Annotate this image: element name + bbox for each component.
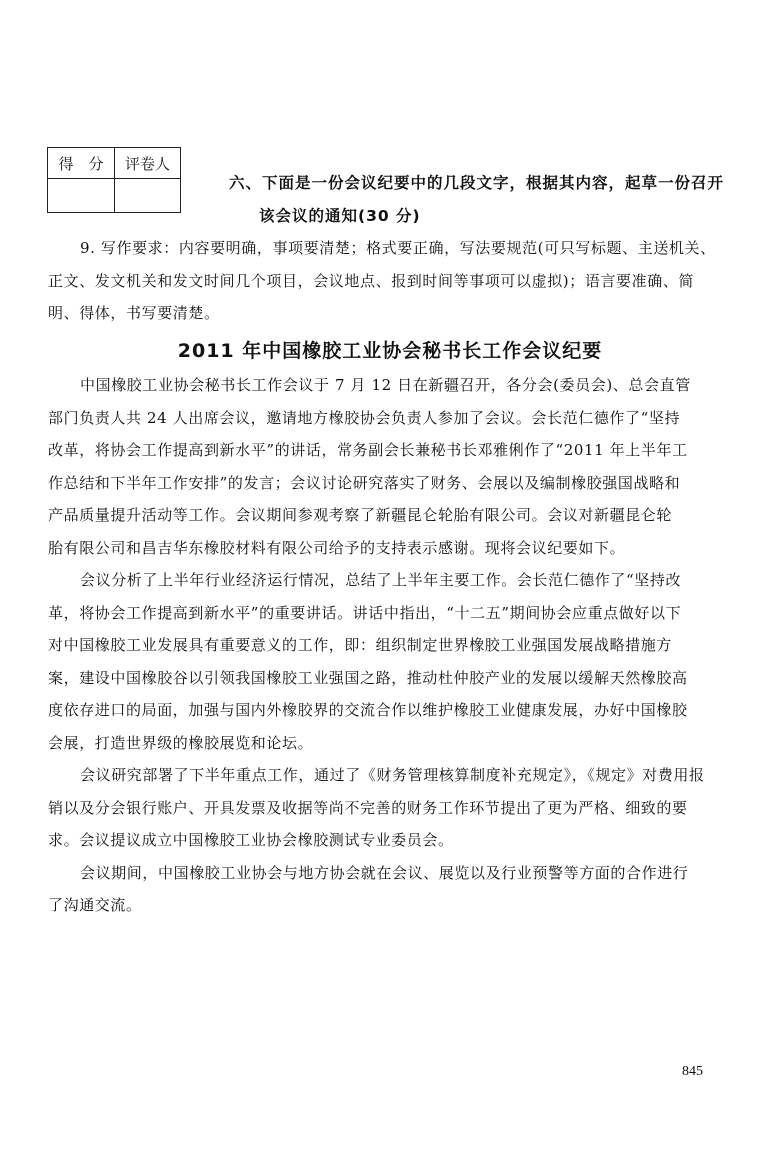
requirement-line: 正文、发文机关和发文时间几个项目，会议地点、报到时间等事项可以虚拟)；语言要准确、简: [48, 271, 695, 290]
requirement-line: 明、得体，书写要清楚。: [48, 304, 220, 322]
minutes-body: [48, 369, 724, 922]
paragraph-line: 案，建设中国橡胶谷以引领我国橡胶工业强国之路，推动杜仲胶产业的发展以缓解天然橡胶高: [48, 668, 688, 687]
score-cell: [48, 179, 115, 213]
grader-cell: [115, 179, 181, 213]
paragraph-line: 会展，打造世界级的橡胶展览和论坛。: [48, 733, 314, 752]
paragraph-line: 度依存进口的局面，加强与国内外橡胶界的交流合作以维护橡胶工业健康发展，办好中国橡胶: [48, 701, 688, 719]
question-heading-continued: 该会议的通知(30 分): [259, 207, 421, 225]
paragraph-line: 改革，将协会工作提高到新水平”的讲话，常务副会长兼秘书长邓雅俐作了“2011 年上半年工: [48, 441, 688, 459]
paragraph-line: 销以及分会银行账户、开具发票及收据等尚不完善的财务工作环节提出了更为严格、细致的要: [48, 798, 688, 817]
paragraph-line: 了沟通交流。: [48, 896, 142, 914]
requirement-line: 9. 写作要求：内容要明确，事项要清楚；格式要正确，写法要规范(可只写标题、主送机关、: [80, 239, 716, 257]
paragraph-line: 革，将协会工作提高到新水平”的重要讲话。讲话中指出，“十二五”期间协会应重点做好以下: [48, 603, 682, 622]
question-heading: 六、下面是一份会议纪要中的几段文字，根据其内容，起草一份召开: [229, 174, 725, 192]
paragraph-line: 部门负责人共 24 人出席会议，邀请地方橡胶协会负责人参加了会议。会长范仁德作了“坚持: [48, 408, 681, 427]
document-title: 2011 年中国橡胶工业协会秘书长工作会议纪要: [177, 340, 603, 362]
writing-requirements: [48, 232, 724, 330]
paragraph-line: 会议期间，中国橡胶工业协会与地方协会就在会议、展览以及行业预警等方面的合作进行: [80, 863, 689, 882]
paragraph-line: 中国橡胶工业协会秘书长工作会议于 7 月 12 日在新疆召开，各分会(委员会)、总会直管: [80, 376, 691, 394]
paragraph-line: 会议研究部署了下半年重点工作，通过了《财务管理核算制度补充规定》，《规定》对费用报: [80, 766, 705, 784]
score-table: [47, 147, 181, 213]
paragraph-line: 对中国橡胶工业发展具有重要意义的工作，即：组织制定世界橡胶工业强国发展战略措施方: [48, 636, 673, 654]
paragraph-line: 会议分析了上半年行业经济运行情况，总结了上半年主要工作。会长范仁德作了“坚持改: [80, 571, 682, 589]
paragraph-line: 产品质量提升活动等工作。会议期间参观考察了新疆昆仑轮胎有限公司。会议对新疆昆仑轮: [48, 506, 673, 524]
page-number: 845: [682, 1064, 703, 1079]
paragraph-line: 求。会议提议成立中国橡胶工业协会橡胶测试专业委员会。: [48, 831, 454, 849]
paragraph-line: 作总结和下半年工作安排”的发言；会议讨论研究落实了财务、会展以及编制橡胶强国战略和: [48, 473, 681, 492]
score-header: 得 分: [48, 148, 115, 179]
grader-header: 评卷人: [115, 148, 181, 179]
paragraph-line: 胎有限公司和昌吉华东橡胶材料有限公司给予的支持表示感谢。现将会议纪要如下。: [48, 538, 626, 557]
